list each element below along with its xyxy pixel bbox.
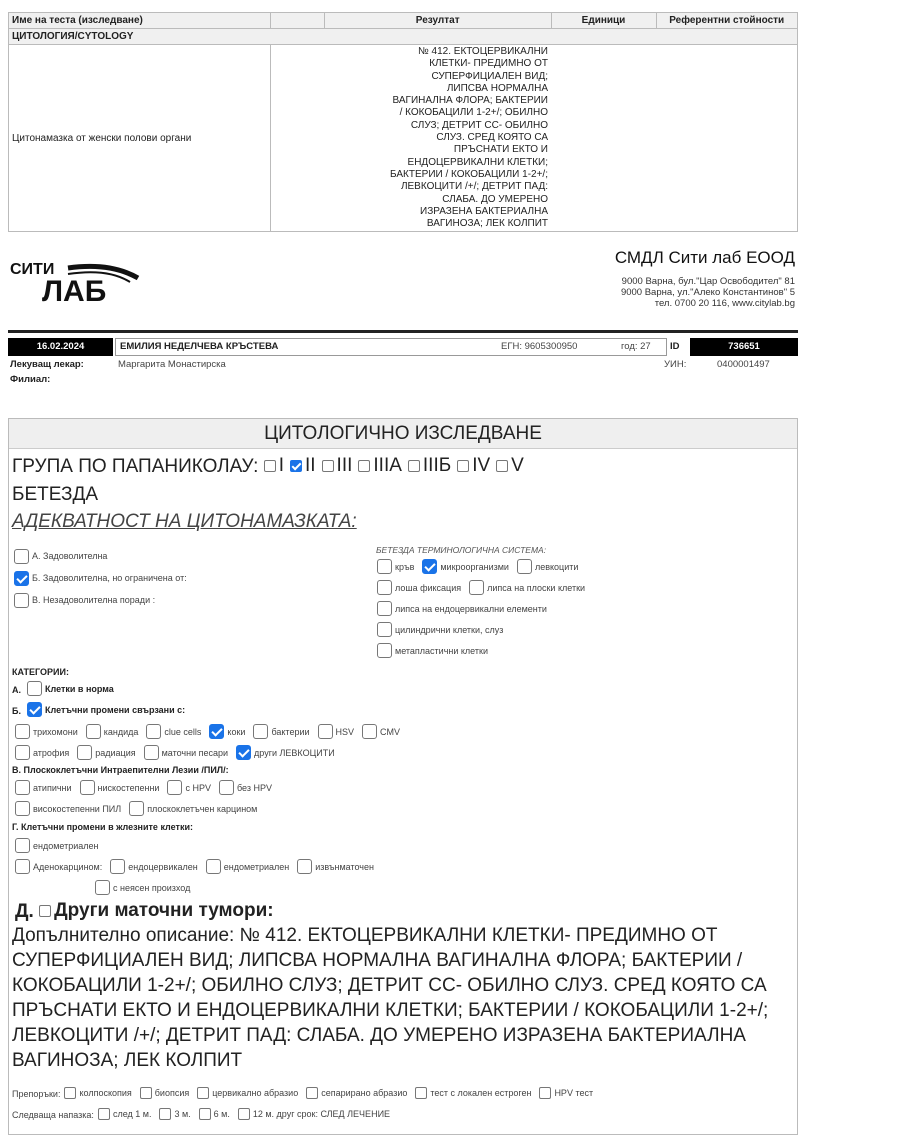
- checkbox-след-1-м[interactable]: [98, 1108, 152, 1120]
- checkbox-атипични[interactable]: [15, 780, 72, 795]
- checkbox-label: без HPV: [236, 782, 272, 793]
- checkbox-icon[interactable]: [159, 1108, 171, 1120]
- checkbox-icon[interactable]: [415, 1087, 427, 1099]
- checkbox-icon[interactable]: [140, 1087, 152, 1099]
- checkbox-icon[interactable]: [144, 745, 159, 760]
- checkbox-row: [14, 589, 195, 611]
- checkbox-icon[interactable]: [15, 745, 30, 760]
- checkbox-label: I: [278, 455, 284, 476]
- checkbox-label: В. Незадоволителна поради :: [32, 595, 156, 605]
- checkbox-icon[interactable]: [219, 780, 234, 795]
- checkbox-цервикално-абразио[interactable]: [197, 1087, 298, 1099]
- section-title: ЦИТОЛОГИЯ/CYTOLOGY: [9, 29, 798, 45]
- checkbox-други-маточни-тумори[interactable]: [39, 900, 273, 922]
- checkbox-icon[interactable]: [358, 460, 370, 472]
- checkbox-label: кръв: [395, 561, 415, 572]
- checkbox-icon[interactable]: [27, 681, 42, 696]
- checkbox-аденокарцином[interactable]: [15, 859, 102, 874]
- checkbox-row: [14, 567, 195, 589]
- checkbox-label: Аденокарцином:: [33, 861, 103, 872]
- patient-id: 736651: [690, 338, 798, 356]
- checkbox-без-hpv[interactable]: [219, 780, 272, 795]
- checkbox-label: clue cells: [164, 726, 202, 737]
- checkbox-iiiб[interactable]: [408, 455, 451, 477]
- checkbox-label: с HPV: [185, 782, 211, 793]
- col-units: Единици: [551, 13, 656, 29]
- checkbox-label: с неясен произход: [113, 882, 191, 893]
- checkbox-цилиндрични-клетки-слуз[interactable]: [377, 622, 503, 637]
- patient-age: год: 27: [621, 341, 651, 352]
- checkbox-с-неясен-произход[interactable]: [95, 880, 190, 895]
- checkbox-label: кандида: [103, 726, 139, 737]
- checkbox-icon[interactable]: [377, 601, 392, 616]
- category-d-prefix: Д.: [15, 901, 34, 922]
- col-reference: Референтни стойности: [656, 13, 798, 29]
- checkbox-icon[interactable]: [64, 1087, 76, 1099]
- results-table: [8, 12, 798, 232]
- checkbox-label: ендометриален: [33, 840, 99, 851]
- checkbox-row: [15, 742, 792, 763]
- checkbox-други-левкоцити[interactable]: [236, 745, 335, 760]
- company-address-1: 9000 Варна, бул."Цар Освободител" 81: [621, 276, 795, 287]
- adequacy-title: АДЕКВАТНОСТ НА ЦИТОНАМАЗКАТА:: [12, 511, 357, 532]
- checkbox-label: трихомони: [33, 726, 78, 737]
- checkbox-label: левкоцити: [534, 561, 579, 572]
- branch-label: Филиал:: [10, 374, 51, 385]
- checkbox-icon[interactable]: [322, 460, 334, 472]
- checkbox-hpv-тест[interactable]: [539, 1087, 593, 1099]
- checkbox-label: HPV тест: [554, 1087, 594, 1098]
- test-units: [551, 45, 656, 232]
- additional-description: Допълнително описание: № 412. ЕКТОЦЕРВИКАЛНИ КЛЕТКИ- ПРЕДИМНО ОТ СУПЕРФИЦИАЛЕН ВИД; ЛИПСВА НОРМАЛНА ВАГИНАЛНА ФЛОРА; БАКТЕРИИ / КОКОБАЦИЛИ 1-2+/; ОБИЛНО СЛУЗ; ДЕТРИТ СС- ОБИЛНО СЛУЗ. СРЕД КОЯТО СА ПРЪСНАТИ ЕКТО И ЕНДОЦЕРВИКАЛНИ КЛЕТКИ; БАКТЕРИИ / КОКОБАЦИЛИ 1-2+/; ЛЕВКОЦИТИ /+/; ДЕТРИТ ПАД: СЛАБА. ДО УМЕРЕНО ИЗРАЗЕНА БАКТЕРИАЛНА ВАГИНОЗА; ЛЕК КОЛПИТ: [12, 925, 769, 1071]
- checkbox-label: CMV: [380, 726, 401, 737]
- checkbox-12-м-друг-срок-след-лечение[interactable]: [238, 1108, 390, 1120]
- col-result: Резултат: [324, 13, 551, 29]
- checkbox-ендометриален[interactable]: [206, 859, 290, 874]
- checkbox-клетки-в-норма[interactable]: [27, 681, 114, 696]
- checkbox-label: ендометриален: [223, 861, 290, 872]
- checkbox-атрофия[interactable]: [15, 745, 69, 760]
- checkbox-icon[interactable]: [297, 859, 312, 874]
- checkbox-label: Клетки в норма: [45, 683, 114, 694]
- checkbox-icon[interactable]: [77, 745, 92, 760]
- checkbox-label: липса на ендоцервикални елементи: [395, 603, 547, 614]
- checkbox-label: нискостепенни: [97, 782, 160, 793]
- checkbox-label: IIIБ: [422, 455, 452, 476]
- category-d: [15, 900, 792, 923]
- checkbox-icon[interactable]: [264, 460, 276, 472]
- checkbox-label: Клетъчни промени свързани с:: [44, 704, 186, 715]
- category-a-prefix: А.: [12, 684, 21, 695]
- checkbox-label: радиация: [95, 747, 136, 758]
- company-name: СМДЛ Сити лаб ЕООД: [614, 248, 795, 267]
- checkbox-row: [15, 721, 792, 742]
- checkbox-label: маточни песари: [161, 747, 229, 758]
- checkbox-label: цилиндрични клетки, слуз: [395, 624, 504, 635]
- col-flag: [271, 13, 325, 29]
- checkbox-label: атипични: [33, 782, 72, 793]
- next-visit: [12, 1104, 792, 1125]
- svg-text:СИТИ: СИТИ: [10, 261, 55, 278]
- checkbox-icon[interactable]: [377, 643, 392, 658]
- checked-checkbox-icon[interactable]: [236, 745, 251, 760]
- checkbox-label: цервикално абразио: [212, 1087, 299, 1098]
- checkbox-icon[interactable]: [129, 801, 144, 816]
- checkbox-трихомони[interactable]: [15, 724, 78, 739]
- checkbox-високостепенни-пил[interactable]: [15, 801, 121, 816]
- checkbox-row: [14, 545, 195, 567]
- checkbox-row: [15, 856, 792, 877]
- checkbox-label: извънматочен: [315, 861, 374, 872]
- pap-label: ГРУПА ПО ПАПАНИКОЛАУ:: [12, 456, 259, 477]
- checkbox-label: след 1 м.: [112, 1108, 152, 1119]
- checked-checkbox-icon[interactable]: [14, 571, 29, 586]
- checkbox-label: високостепенни ПИЛ: [33, 803, 122, 814]
- checkbox-icon[interactable]: [110, 859, 125, 874]
- patient-bar: [8, 338, 798, 356]
- category-a: [12, 679, 792, 700]
- checkbox-label: IIIA: [373, 455, 402, 476]
- checkbox-тест-с-локален-естроген[interactable]: [415, 1087, 531, 1099]
- checkbox-label: бактерии: [271, 726, 310, 737]
- checkbox-label: 3 м.: [174, 1108, 191, 1119]
- company-contact: тел. 0700 20 116, www.citylab.bg: [654, 298, 795, 309]
- test-name: Цитонамазка от женски полови органи: [9, 45, 271, 232]
- checkbox-label: липса на плоски клетки: [487, 582, 586, 593]
- checkbox-label: Други маточни тумори:: [54, 900, 274, 921]
- checkbox-label: колпоскопия: [79, 1087, 132, 1098]
- checkbox-label: коки: [227, 726, 246, 737]
- checkbox-а-задоволителна[interactable]: [14, 549, 107, 564]
- checkbox-липса-на-плоски-клетки[interactable]: [469, 580, 585, 595]
- checkbox-icon[interactable]: [408, 460, 420, 472]
- checkbox-icon[interactable]: [469, 580, 484, 595]
- checkbox-icon[interactable]: [14, 549, 29, 564]
- checkbox-icon[interactable]: [457, 460, 469, 472]
- pap-options: [264, 456, 530, 477]
- company-info: [615, 248, 795, 309]
- col-test-name: Име на теста (изследване): [9, 13, 271, 29]
- checkbox-i[interactable]: [264, 455, 284, 477]
- checkbox-icon[interactable]: [146, 724, 161, 739]
- checkbox-левкоцити[interactable]: [517, 559, 578, 574]
- checkbox-icon[interactable]: [517, 559, 532, 574]
- checkbox-label: биопсия: [154, 1087, 190, 1098]
- checkbox-биопсия[interactable]: [140, 1087, 189, 1099]
- svg-text:ЛАБ: ЛАБ: [42, 275, 107, 306]
- checkbox-row: [377, 556, 593, 577]
- checkbox-label: IV: [472, 455, 491, 476]
- checkbox-label: А. Задоволителна: [32, 551, 108, 561]
- recommendations: [12, 1083, 792, 1104]
- checkbox-icon[interactable]: [318, 724, 333, 739]
- category-b: [12, 700, 792, 721]
- checkbox-icon[interactable]: [80, 780, 95, 795]
- patient-egn: ЕГН: 9605300950: [501, 341, 578, 352]
- checkbox-клетъчни-промени-свързани-с[interactable]: [27, 702, 185, 717]
- uin-label: УИН:: [664, 359, 687, 370]
- pap-group: [12, 455, 797, 478]
- checkbox-ii[interactable]: [290, 455, 316, 477]
- checkbox-icon[interactable]: [377, 559, 392, 574]
- checkbox-icon[interactable]: [15, 859, 30, 874]
- checkbox-icon[interactable]: [15, 724, 30, 739]
- checkbox-icon[interactable]: [496, 460, 508, 472]
- checkbox-row: [15, 777, 792, 798]
- category-v-label: В. Плоскоклетъчни Интраепителни Лезии /ПИЛ/:: [12, 765, 229, 775]
- checkbox-row: [15, 798, 792, 819]
- checkbox-icon[interactable]: [199, 1108, 211, 1120]
- patient-name: ЕМИЛИЯ НЕДЕЛЧЕВА КРЪСТЕВА: [120, 341, 279, 352]
- checkbox-label: III: [336, 455, 353, 476]
- checkbox-label: други ЛЕВКОЦИТИ: [254, 747, 335, 758]
- divider: [8, 330, 798, 333]
- cytology-title: ЦИТОЛОГИЧНО ИЗСЛЕДВАНЕ: [9, 419, 797, 449]
- checkbox-label: тест с локален естроген: [430, 1087, 532, 1098]
- id-label: ID: [670, 341, 680, 352]
- categories-label: КАТЕГОРИИ:: [12, 667, 69, 677]
- report-date: 16.02.2024: [8, 338, 113, 356]
- checkbox-кандида[interactable]: [86, 724, 139, 739]
- checkbox-ендоцервикален[interactable]: [110, 859, 197, 874]
- category-g-label: Г. Клетъчни промени в жлезните клетки:: [12, 822, 193, 832]
- checkbox-icon[interactable]: [167, 780, 182, 795]
- checkbox-icon[interactable]: [98, 1108, 110, 1120]
- checkbox-label: сепарирано абразио: [321, 1087, 408, 1098]
- checkbox-clue-cells[interactable]: [146, 724, 201, 739]
- checked-checkbox-icon[interactable]: [422, 559, 437, 574]
- checkbox-ендометриален[interactable]: [15, 838, 99, 853]
- checkbox-v[interactable]: [496, 455, 524, 477]
- checkbox-row: [377, 619, 593, 640]
- cytology-form: [8, 418, 798, 1135]
- checkbox-плоскоклетъчен-карцином[interactable]: [129, 801, 257, 816]
- checkbox-label: Б. Задоволителна, но ограничена от:: [32, 573, 187, 583]
- checkbox-icon[interactable]: [206, 859, 221, 874]
- checkbox-коки[interactable]: [209, 724, 245, 739]
- terminology-options: [377, 556, 593, 661]
- checkbox-label: микроорганизми: [440, 561, 509, 572]
- checkbox-3-м[interactable]: [159, 1108, 190, 1120]
- checkbox-метапластични-клетки[interactable]: [377, 643, 488, 658]
- terminology-title: БЕТЕЗДА ТЕРМИНОЛОГИЧНА СИСТЕМА:: [376, 545, 547, 555]
- checkbox-row: [15, 877, 792, 898]
- checkbox-колпоскопия[interactable]: [64, 1087, 131, 1099]
- bethesda-heading: БЕТЕЗДА: [12, 484, 99, 505]
- checkbox-row: [377, 577, 593, 598]
- checkbox-сепарирано-абразио[interactable]: [306, 1087, 407, 1099]
- checkbox-icon[interactable]: [197, 1087, 209, 1099]
- checked-checkbox-icon[interactable]: [27, 702, 42, 717]
- checkbox-б-задоволителна-но-ограничена-от[interactable]: [14, 571, 187, 586]
- checkbox-iv[interactable]: [457, 455, 490, 477]
- uin-value: 0400001497: [717, 359, 770, 370]
- checkbox-кръв[interactable]: [377, 559, 414, 574]
- checkbox-label: метапластични клетки: [395, 645, 488, 656]
- checkbox-row: [377, 598, 593, 619]
- checkbox-6-м[interactable]: [199, 1108, 230, 1120]
- checkbox-label: ендоцервикален: [128, 861, 198, 872]
- checkbox-icon[interactable]: [362, 724, 377, 739]
- checkbox-label: II: [304, 455, 316, 476]
- checkbox-label: плоскоклетъчен карцином: [147, 803, 258, 814]
- checkbox-icon[interactable]: [539, 1087, 551, 1099]
- adequacy-options: [14, 545, 195, 611]
- checkbox-нискостепенни[interactable]: [80, 780, 160, 795]
- checkbox-радиация[interactable]: [77, 745, 135, 760]
- checkbox-cmv[interactable]: [362, 724, 400, 739]
- checkbox-извънматочен[interactable]: [297, 859, 374, 874]
- checkbox-icon[interactable]: [15, 838, 30, 853]
- citylab-logo: [10, 258, 160, 306]
- next-visit-label: Следваща напазка:: [12, 1109, 94, 1120]
- checkbox-лоша-фиксация[interactable]: [377, 580, 461, 595]
- checkbox-icon[interactable]: [306, 1087, 318, 1099]
- checkbox-iiia[interactable]: [358, 455, 402, 477]
- checkbox-в-незадоволителна-поради[interactable]: [14, 593, 155, 608]
- checkbox-icon[interactable]: [15, 780, 30, 795]
- checkbox-icon[interactable]: [377, 622, 392, 637]
- doctor-name: Маргарита Монастирска: [118, 359, 226, 370]
- checkbox-label: V: [511, 455, 524, 476]
- checkbox-маточни-песари[interactable]: [144, 745, 228, 760]
- doctor-label: Лекуващ лекар:: [10, 359, 84, 370]
- checkbox-row: [377, 640, 593, 661]
- checkbox-row: [15, 835, 792, 856]
- checkbox-icon[interactable]: [377, 580, 392, 595]
- test-result: № 412. ЕКТОЦЕРВИКАЛНИ КЛЕТКИ- ПРЕДИМНО ОТ СУПЕРФИЦИАЛЕН ВИД; ЛИПСВА НОРМАЛНА ВАГИНАЛНА ФЛОРА; БАКТЕРИИ / КОКОБАЦИЛИ 1-2+/; ОБИЛНО СЛУЗ; ДЕТРИТ СС- ОБИЛНО СЛУЗ. СРЕД КОЯТО СА ПРЪСНАТИ ЕКТО И ЕНДОЦЕРВИКАЛНИ КЛЕТКИ; БАКТЕРИИ / КОКОБАЦИЛИ 1-2+/; ЛЕВКОЦИТИ /+/; ДЕТРИТ ПАД: СЛАБА. ДО УМЕРЕНО ИЗРАЗЕНА БАКТЕРИАЛНА ВАГИНОЗА; ЛЕК КОЛПИТ: [390, 46, 548, 230]
- checkbox-label: атрофия: [33, 747, 70, 758]
- checkbox-icon[interactable]: [14, 593, 29, 608]
- checkbox-липса-на-ендоцервикални-елементи[interactable]: [377, 601, 547, 616]
- checkbox-hsv[interactable]: [318, 724, 355, 739]
- checkbox-icon[interactable]: [95, 880, 110, 895]
- checked-checkbox-icon[interactable]: [290, 460, 302, 472]
- checkbox-label: 6 м.: [213, 1108, 230, 1119]
- checkbox-iii[interactable]: [322, 455, 353, 477]
- checkbox-icon[interactable]: [15, 801, 30, 816]
- checkbox-icon[interactable]: [86, 724, 101, 739]
- checkbox-label: HSV: [335, 726, 355, 737]
- checkbox-icon[interactable]: [39, 905, 51, 917]
- checkbox-icon[interactable]: [253, 724, 268, 739]
- checkbox-микроорганизми[interactable]: [422, 559, 509, 574]
- category-b-prefix: Б.: [12, 705, 21, 716]
- test-reference: [656, 45, 798, 232]
- checkbox-бактерии[interactable]: [253, 724, 309, 739]
- checkbox-label: лоша фиксация: [395, 582, 462, 593]
- recommendations-label: Препоръки:: [12, 1088, 61, 1099]
- checked-checkbox-icon[interactable]: [209, 724, 224, 739]
- checkbox-icon[interactable]: [238, 1108, 250, 1120]
- checkbox-label: 12 м. друг срок: СЛЕД ЛЕЧЕНИЕ: [252, 1108, 391, 1119]
- categories: [12, 665, 792, 1125]
- checkbox-с-hpv[interactable]: [167, 780, 211, 795]
- company-address-2: 9000 Варна, ул."Алеко Константинов" 5: [620, 287, 795, 298]
